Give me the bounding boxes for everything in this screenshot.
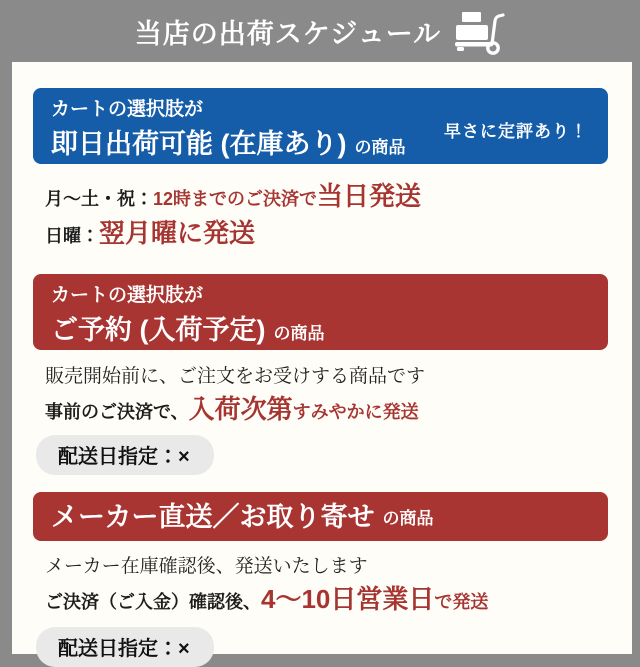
preorder-pill-row (33, 435, 608, 475)
banner-preorder-big: ご予約 (入荷予定) (51, 315, 266, 345)
banner-preorder-line1: カートの選択肢が (51, 285, 204, 306)
banner-preorder (33, 274, 608, 350)
banner-same-day-line1: カートの選択肢が (51, 99, 204, 120)
same-day-details (45, 180, 608, 254)
banner-preorder-suffix: の商品 (273, 324, 325, 343)
direct-line-1 (45, 553, 608, 582)
same-day-line-1 (45, 180, 608, 217)
direct-pill-row (33, 627, 608, 667)
text-part: で発送 (434, 592, 489, 612)
banner-same-day-note: 早さに定評あり！ (444, 122, 588, 141)
banner-same-day-big: 即日出荷可能 (在庫あり) (51, 129, 347, 159)
text-part: 当日発送 (317, 181, 422, 211)
header-band (0, 0, 640, 62)
text-part: 12時までのご決済で (153, 189, 318, 209)
preorder-line-1 (45, 363, 608, 392)
delivery-date-badge: 配送日指定：× (36, 435, 214, 475)
delivery-date-badge: 配送日指定：× (36, 627, 214, 667)
hand-truck-icon (455, 11, 505, 55)
text-part: 事前のご決済で、 (45, 402, 189, 422)
preorder-details (45, 363, 608, 431)
text-part: 入荷次第 (188, 394, 293, 424)
text-part: 販売開始前に、ご注文をお受けする商品です (45, 366, 426, 387)
direct-details (45, 553, 608, 621)
text-part: ご決済（ご入金）確認後、 (45, 592, 261, 612)
text-part: メーカー在庫確認後、発送いたします (45, 556, 368, 577)
text-part: 4〜10日営業日 (261, 584, 435, 614)
same-day-line-2 (45, 217, 608, 254)
text-part: 月〜土・祝： (45, 189, 153, 209)
page-title: 当店の出荷スケジュール (134, 18, 442, 49)
banner-direct (33, 492, 608, 541)
text-part: すみやかに発送 (292, 402, 419, 422)
banner-direct-suffix: の商品 (382, 509, 434, 528)
direct-line-2 (45, 582, 608, 621)
text-part: 日曜： (45, 226, 99, 246)
text-part: 翌月曜に発送 (99, 218, 256, 248)
banner-direct-big: メーカー直送／お取り寄せ (51, 501, 375, 532)
content-panel (12, 62, 632, 660)
banner-same-day-suffix: の商品 (354, 138, 406, 157)
banner-same-day (33, 88, 608, 164)
banner-preorder-line2 (51, 312, 590, 348)
preorder-line-2 (45, 392, 608, 431)
